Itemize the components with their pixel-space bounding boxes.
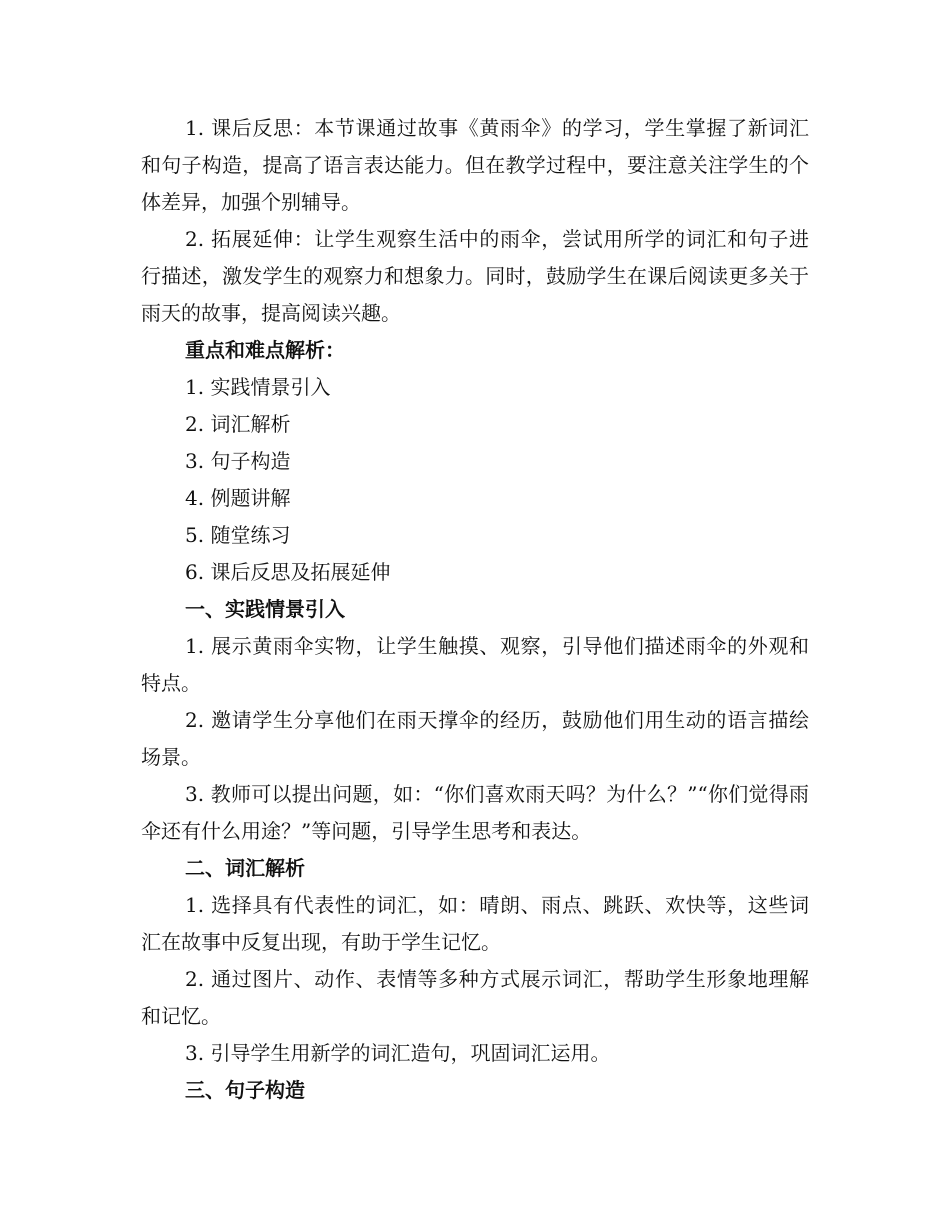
key-point-item: 6. 课后反思及拓展延伸 — [185, 560, 391, 584]
key-point-item: 4. 例题讲解 — [185, 486, 291, 510]
extension-paragraph: 2. 拓展延伸：让学生观察生活中的雨伞，尝试用所学的词汇和句子进行描述，激发学生的观察力和想象力。同时，鼓励学生在课后阅读更多关于雨天的故事，提高阅读兴趣。 — [141, 227, 809, 325]
section-heading: 三、句子构造 — [185, 1078, 305, 1102]
key-points-heading: 重点和难点解析： — [185, 338, 345, 362]
section-heading: 二、词汇解析 — [185, 856, 305, 880]
key-point-item: 1. 实践情景引入 — [185, 375, 331, 399]
section-paragraph: 3. 引导学生用新学的词汇造句，巩固词汇运用。 — [185, 1041, 611, 1065]
reflection-paragraph: 1. 课后反思：本节课通过故事《黄雨伞》的学习，学生掌握了新词汇和句子构造，提高了语言表达能力。但在教学过程中，要注意关注学生的个体差异，加强个别辅导。 — [141, 116, 809, 214]
key-point-item: 5. 随堂练习 — [185, 523, 291, 547]
section-heading: 一、实践情景引入 — [185, 597, 345, 621]
key-point-item: 3. 句子构造 — [185, 449, 291, 473]
key-point-item: 2. 词汇解析 — [185, 412, 291, 436]
section-paragraph: 2. 邀请学生分享他们在雨天撑伞的经历，鼓励他们用生动的语言描绘场景。 — [141, 708, 809, 769]
section-paragraph: 1. 选择具有代表性的词汇，如：晴朗、雨点、跳跃、欢快等，这些词汇在故事中反复出现，有助于学生记忆。 — [141, 893, 809, 954]
document-page — [141, 110, 809, 1109]
section-paragraph: 2. 通过图片、动作、表情等多种方式展示词汇，帮助学生形象地理解和记忆。 — [141, 967, 809, 1028]
section-paragraph: 1. 展示黄雨伞实物，让学生触摸、观察，引导他们描述雨伞的外观和特点。 — [141, 634, 809, 695]
section-paragraph: 3. 教师可以提出问题，如：“你们喜欢雨天吗？为什么？”“你们觉得雨伞还有什么用途？”等问题，引导学生思考和表达。 — [141, 782, 809, 843]
